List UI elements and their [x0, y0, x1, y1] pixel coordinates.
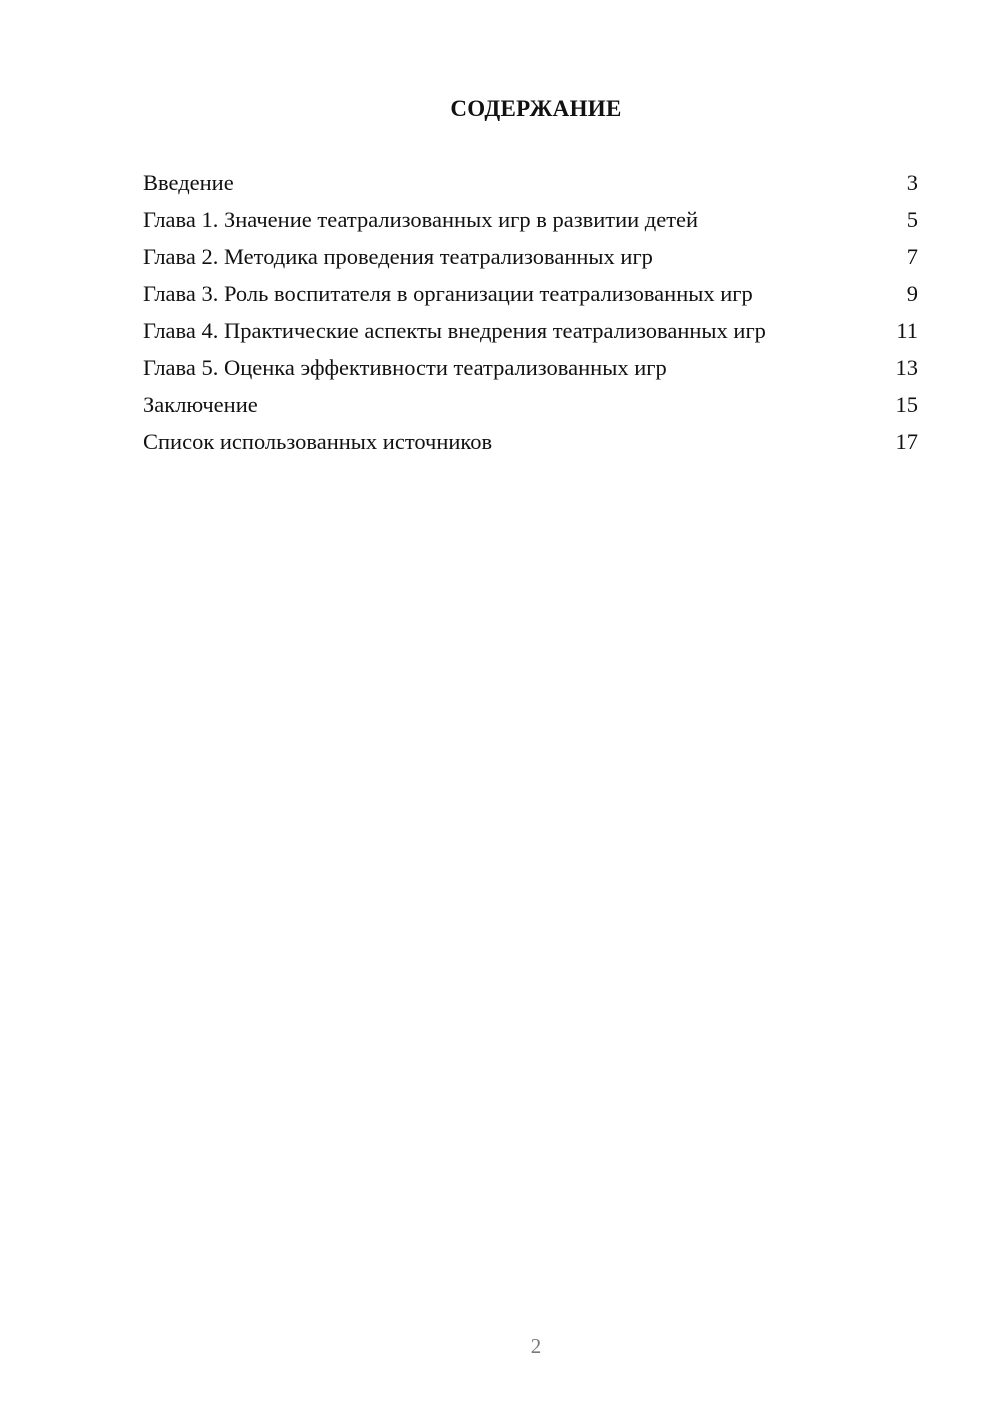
toc-entry-page: 5 [906, 207, 918, 232]
toc-entry-page: 7 [906, 244, 918, 269]
toc-entry-chapter-2 [143, 243, 918, 270]
toc-entry-label: Глава 2. Методика проведения театрализованных игр [143, 244, 653, 269]
page-number: 2 [530, 1334, 542, 1358]
toc-title: СОДЕРЖАНИЕ [450, 96, 622, 121]
toc-entry-page: 9 [906, 281, 918, 306]
toc-entry-chapter-5 [143, 354, 918, 381]
toc-entry-page: 3 [906, 170, 918, 195]
toc-entry-page: 13 [895, 355, 918, 380]
toc-entry-page: 15 [895, 392, 918, 417]
toc-entry-chapter-1 [143, 206, 918, 233]
toc-entry-chapter-4 [143, 317, 918, 344]
toc-entry-label: Заключение [143, 392, 258, 417]
toc-entry-page: 17 [895, 429, 918, 454]
toc-entry-page: 11 [896, 318, 918, 343]
toc-entry-references [143, 428, 918, 455]
toc-entry-introduction [143, 169, 918, 196]
toc-entry-label: Глава 1. Значение театрализованных игр в развитии детей [143, 207, 699, 232]
toc-entry-label: Глава 4. Практические аспекты внедрения театрализованных игр [143, 318, 766, 343]
table-of-contents [143, 169, 918, 465]
toc-entry-label: Список использованных источников [143, 429, 493, 454]
toc-entry-label: Глава 3. Роль воспитателя в организации театрализованных игр [143, 281, 753, 306]
toc-entry-conclusion [143, 391, 918, 418]
toc-entry-chapter-3 [143, 280, 918, 307]
toc-entry-label: Введение [143, 170, 234, 195]
toc-entry-label: Глава 5. Оценка эффективности театрализованных игр [143, 355, 667, 380]
